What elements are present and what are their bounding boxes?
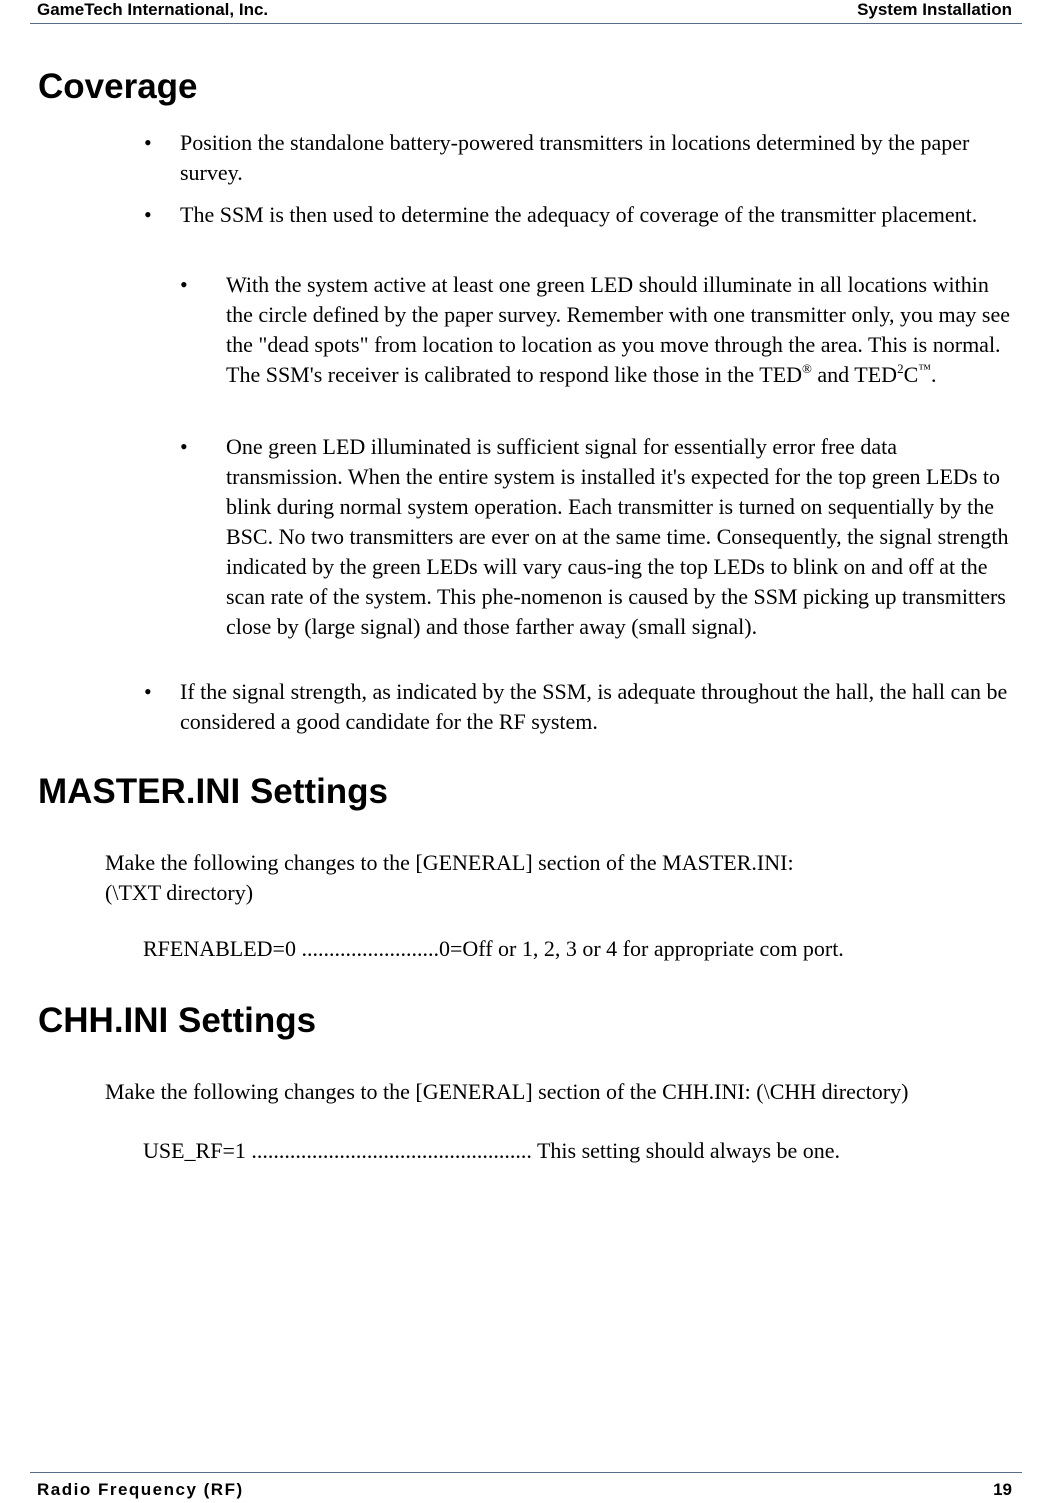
page-number: 19 — [993, 1480, 1012, 1499]
page-header — [37, 0, 1012, 22]
use-rf-setting: USE_RF=1 ................................................... This setting should always be one. — [143, 1138, 841, 1163]
footer-chapter: Radio Frequency (RF) — [37, 1480, 244, 1499]
header-section: System Installation — [857, 0, 1012, 19]
master-ini-intro — [105, 848, 1020, 908]
footer-rule — [30, 1472, 1022, 1473]
bullet-marker: • — [144, 202, 152, 227]
coverage-sub-bullet-2 — [180, 432, 1016, 642]
master-ini-intro-line-2: (\TXT directory) — [105, 880, 254, 905]
coverage-sub-bullet-2-text: One green LED illuminated is sufficient signal for essentially error free data transmission. When the entire system is installed it's expected for the top green LEDs to blink during normal system operation. Each transmitter is turned on sequentially by the BSC. No two transmitters are ever on at the same time. Consequently, the signal strength indicated by the green LEDs will vary caus-ing the top LEDs to blink on and off at the scan rate of the system. This phe-nomenon is caused by the SSM picking up transmitters close by (large signal) and those farther away (small signal). — [226, 434, 1009, 639]
coverage-bullet-3 — [144, 677, 1015, 737]
coverage-bullet-2-text: The SSM is then used to determine the adequacy of coverage of the transmitter placement. — [180, 202, 978, 227]
coverage-heading: Coverage — [38, 67, 198, 106]
coverage-bullet-2 — [144, 200, 1015, 230]
header-company: GameTech International, Inc. — [37, 0, 269, 19]
bullet-marker: • — [144, 130, 152, 155]
coverage-bullet-1-text: Position the standalone battery-powered transmitters in locations determined by the paper survey. — [180, 130, 970, 185]
header-rule — [30, 23, 1022, 24]
master-ini-intro-line-1: Make the following changes to the [GENERAL] section of the MASTER.INI: — [105, 850, 794, 875]
rfenabled-setting: RFENABLED=0 .........................0=Off or 1, 2, 3 or 4 for appropriate com port. — [143, 936, 844, 961]
bullet-marker: • — [180, 272, 188, 297]
coverage-bullet-1 — [144, 128, 1015, 188]
chh-ini-heading: CHH.INI Settings — [38, 1001, 317, 1040]
chh-ini-intro: Make the following changes to the [GENERAL] section of the CHH.INI: (\CHH directory) — [105, 1079, 909, 1104]
bullet-marker: • — [144, 679, 152, 704]
master-ini-heading: MASTER.INI Settings — [38, 772, 389, 811]
coverage-sub-bullet-1-text: With the system active at least one green LED should illuminate in all locations within the circle defined by the paper survey. Remember with one transmitter only, you may see the "dead spots" from location to location as you move through the area. This is normal. The SSM's receiver is calibrated to respond like those in the TED® and TED$^2$C™. — [226, 272, 1010, 387]
bullet-marker: • — [180, 434, 188, 459]
coverage-bullet-3-text: If the signal strength, as indicated by the SSM, is adequate throughout the hall, the hall can be considered a good candidate for the RF system. — [180, 679, 1008, 734]
coverage-sub-bullet-1 — [180, 270, 1016, 390]
